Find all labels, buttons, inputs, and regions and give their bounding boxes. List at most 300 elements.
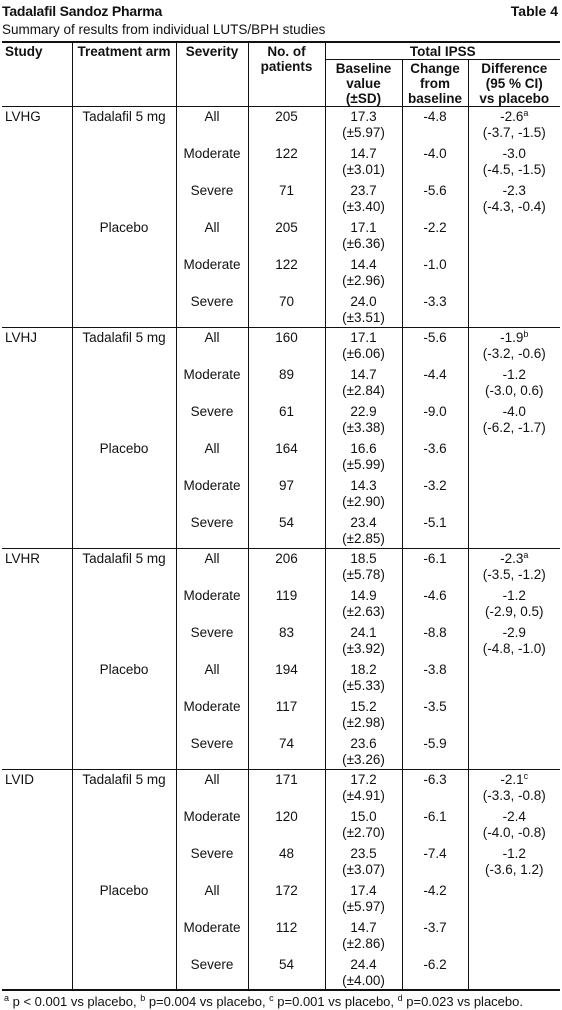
difference-value — [471, 109, 559, 125]
cell-treatment-arm — [72, 292, 176, 328]
cell-difference — [468, 549, 560, 587]
cell-change: -4.6 — [402, 586, 468, 623]
table-row — [2, 918, 560, 955]
table-row — [2, 697, 560, 734]
cell-treatment-arm — [72, 181, 176, 218]
table-row — [2, 402, 560, 439]
document-title: Tadalafil Sandoz Pharma — [2, 3, 163, 19]
col-header-change — [402, 60, 468, 107]
cell-difference — [468, 734, 560, 770]
cell-change: -3.7 — [402, 918, 468, 955]
difference-value — [471, 404, 559, 420]
cell-change: -6.2 — [402, 955, 468, 990]
baseline-value: 23.7 — [350, 183, 377, 198]
table-footnote — [2, 993, 560, 1010]
col-header-treatment-arm: Treatment arm — [72, 42, 176, 107]
baseline-sd: (±5.97) — [342, 125, 385, 140]
cell-change: -5.6 — [402, 181, 468, 218]
footnote-text: p=0.023 vs placebo. — [402, 994, 523, 1009]
cell-treatment-arm: Placebo — [72, 218, 176, 255]
cell-patients: 112 — [248, 918, 325, 955]
cell-treatment-arm: Tadalafil 5 mg — [72, 770, 176, 808]
cell-treatment-arm — [72, 476, 176, 513]
cell-difference — [468, 439, 560, 476]
cell-treatment-arm — [72, 586, 176, 623]
footnote-text: p=0.001 vs placebo, — [273, 994, 398, 1009]
baseline-value: 14.7 — [350, 146, 377, 161]
cell-severity: Moderate — [176, 918, 248, 955]
cell-patients: 97 — [248, 476, 325, 513]
cell-change: -3.6 — [402, 439, 468, 476]
cell-severity: All — [176, 881, 248, 918]
cell-difference — [468, 955, 560, 990]
cell-change: -6.1 — [402, 549, 468, 587]
cell-difference — [468, 107, 560, 145]
cell-study — [2, 513, 72, 549]
baseline-value: 17.2 — [350, 772, 377, 787]
cell-treatment-arm: Placebo — [72, 881, 176, 918]
cell-study — [2, 144, 72, 181]
cell-study: LVHG — [2, 107, 72, 145]
footnote-marker: a — [4, 993, 10, 1003]
cell-difference — [468, 697, 560, 734]
baseline-sd: (±6.06) — [342, 346, 385, 361]
difference-number: -2.3 — [500, 551, 524, 566]
cell-baseline — [325, 107, 402, 145]
cell-difference — [468, 623, 560, 660]
difference-footnote-marker: c — [523, 771, 529, 781]
cell-change: -4.4 — [402, 365, 468, 402]
baseline-sd: (±3.01) — [342, 162, 385, 177]
cell-change: -3.2 — [402, 476, 468, 513]
cell-difference — [468, 918, 560, 955]
difference-number: -1.2 — [502, 588, 526, 603]
cell-severity: Severe — [176, 513, 248, 549]
baseline-value: 17.3 — [350, 109, 377, 124]
baseline-value: 23.4 — [350, 515, 377, 530]
table-row — [2, 107, 560, 145]
col-header-difference-line2: (95 % CI) — [485, 76, 543, 91]
cell-difference — [468, 770, 560, 808]
baseline-sd: (±4.00) — [342, 973, 385, 988]
cell-patients: 70 — [248, 292, 325, 328]
cell-baseline — [325, 292, 402, 328]
cell-study — [2, 881, 72, 918]
baseline-sd: (±2.90) — [342, 494, 385, 509]
baseline-sd: (±2.96) — [342, 273, 385, 288]
cell-baseline — [325, 955, 402, 990]
cell-treatment-arm: Tadalafil 5 mg — [72, 549, 176, 587]
cell-patients: 120 — [248, 807, 325, 844]
cell-difference — [468, 586, 560, 623]
cell-change: -6.3 — [402, 770, 468, 808]
cell-change: -3.5 — [402, 697, 468, 734]
difference-value — [471, 551, 559, 567]
table-number: Table 4 — [510, 3, 558, 19]
cell-patients: 71 — [248, 181, 325, 218]
baseline-sd: (±5.99) — [342, 457, 385, 472]
cell-baseline — [325, 734, 402, 770]
cell-baseline — [325, 844, 402, 881]
title-bar — [2, 3, 560, 21]
cell-study — [2, 734, 72, 770]
cell-treatment-arm — [72, 734, 176, 770]
cell-treatment-arm — [72, 365, 176, 402]
cell-study — [2, 402, 72, 439]
cell-difference — [468, 218, 560, 255]
cell-difference — [468, 365, 560, 402]
cell-treatment-arm: Tadalafil 5 mg — [72, 107, 176, 145]
cell-patients: 171 — [248, 770, 325, 808]
difference-ci: (-4.3, -0.4) — [482, 199, 546, 214]
baseline-value: 14.9 — [350, 588, 377, 603]
cell-difference — [468, 807, 560, 844]
cell-treatment-arm — [72, 623, 176, 660]
baseline-value: 14.7 — [350, 367, 377, 382]
baseline-sd: (±2.85) — [342, 531, 385, 546]
cell-severity: Moderate — [176, 144, 248, 181]
cell-patients: 122 — [248, 255, 325, 292]
difference-value — [471, 367, 559, 383]
difference-number: -2.3 — [502, 183, 526, 198]
baseline-value: 17.4 — [350, 883, 377, 898]
baseline-sd: (±5.33) — [342, 678, 385, 693]
cell-patients: 160 — [248, 328, 325, 366]
table-row — [2, 255, 560, 292]
cell-study: LVHJ — [2, 328, 72, 366]
col-header-change-line2: from — [420, 76, 450, 91]
cell-treatment-arm — [72, 697, 176, 734]
baseline-value: 17.1 — [350, 330, 377, 345]
table-row — [2, 218, 560, 255]
cell-change: -5.9 — [402, 734, 468, 770]
cell-baseline — [325, 549, 402, 587]
col-header-change-line1: Change — [410, 61, 460, 76]
difference-value — [471, 183, 559, 199]
cell-change: -2.2 — [402, 218, 468, 255]
table-row — [2, 844, 560, 881]
cell-severity: All — [176, 770, 248, 808]
cell-difference — [468, 881, 560, 918]
cell-difference — [468, 844, 560, 881]
col-header-total-ipss: Total IPSS — [325, 42, 560, 60]
difference-number: -1.2 — [502, 367, 526, 382]
baseline-sd: (±5.97) — [342, 899, 385, 914]
cell-severity: Moderate — [176, 365, 248, 402]
baseline-value: 23.6 — [350, 736, 377, 751]
difference-value — [471, 330, 559, 346]
cell-study — [2, 218, 72, 255]
cell-patients: 54 — [248, 955, 325, 990]
cell-study: LVHR — [2, 549, 72, 587]
cell-patients: 48 — [248, 844, 325, 881]
baseline-value: 15.2 — [350, 699, 377, 714]
cell-treatment-arm — [72, 513, 176, 549]
baseline-value: 24.1 — [350, 625, 377, 640]
cell-difference — [468, 476, 560, 513]
baseline-value: 16.6 — [350, 441, 377, 456]
col-header-patients-line1: No. of — [267, 44, 306, 59]
table-row — [2, 807, 560, 844]
baseline-sd: (±3.92) — [342, 641, 385, 656]
cell-study — [2, 697, 72, 734]
difference-value — [471, 772, 559, 788]
table-row — [2, 328, 560, 366]
col-header-difference-line3: vs placebo — [479, 91, 550, 106]
cell-patients: 61 — [248, 402, 325, 439]
col-header-difference — [468, 60, 560, 107]
cell-patients: 83 — [248, 623, 325, 660]
cell-treatment-arm — [72, 844, 176, 881]
cell-severity: Severe — [176, 734, 248, 770]
cell-treatment-arm: Placebo — [72, 660, 176, 697]
difference-ci: (-3.7, -1.5) — [482, 125, 546, 140]
baseline-sd: (±2.84) — [342, 383, 385, 398]
table-row — [2, 955, 560, 990]
cell-baseline — [325, 513, 402, 549]
baseline-value: 23.5 — [350, 846, 377, 861]
baseline-value: 15.0 — [350, 809, 377, 824]
footnote-text: p < 0.001 vs placebo, — [9, 994, 141, 1009]
cell-severity: Severe — [176, 955, 248, 990]
cell-baseline — [325, 328, 402, 366]
cell-baseline — [325, 918, 402, 955]
cell-treatment-arm — [72, 807, 176, 844]
col-header-difference-line1: Difference — [481, 61, 548, 76]
table-row — [2, 734, 560, 770]
cell-study — [2, 365, 72, 402]
difference-number: -2.9 — [502, 625, 526, 640]
baseline-value: 14.7 — [350, 920, 377, 935]
baseline-value: 22.9 — [350, 404, 377, 419]
cell-patients: 205 — [248, 107, 325, 145]
difference-ci: (-6.2, -1.7) — [482, 420, 546, 435]
cell-severity: All — [176, 439, 248, 476]
cell-treatment-arm — [72, 955, 176, 990]
cell-baseline — [325, 807, 402, 844]
cell-treatment-arm — [72, 144, 176, 181]
baseline-sd: (±3.38) — [342, 420, 385, 435]
cell-treatment-arm: Tadalafil 5 mg — [72, 328, 176, 366]
cell-severity: All — [176, 107, 248, 145]
col-header-severity: Severity — [176, 42, 248, 107]
difference-number: -2.1 — [500, 772, 524, 787]
cell-study — [2, 918, 72, 955]
table-row — [2, 181, 560, 218]
col-header-patients — [248, 42, 325, 107]
baseline-value: 14.3 — [350, 478, 377, 493]
cell-treatment-arm — [72, 255, 176, 292]
difference-ci: (-2.9, 0.5) — [484, 604, 544, 619]
difference-value — [471, 809, 559, 825]
cell-baseline — [325, 255, 402, 292]
cell-baseline — [325, 218, 402, 255]
cell-baseline — [325, 439, 402, 476]
col-header-baseline-line1: Baseline — [335, 61, 392, 76]
cell-patients: 54 — [248, 513, 325, 549]
cell-change: -4.0 — [402, 144, 468, 181]
cell-baseline — [325, 586, 402, 623]
difference-ci: (-4.5, -1.5) — [482, 162, 546, 177]
cell-change: -5.1 — [402, 513, 468, 549]
col-header-study: Study — [2, 42, 72, 107]
difference-number: -4.0 — [502, 404, 526, 419]
cell-baseline — [325, 881, 402, 918]
cell-patients: 122 — [248, 144, 325, 181]
results-table — [2, 41, 560, 991]
baseline-value: 14.4 — [350, 257, 377, 272]
cell-change: -3.3 — [402, 292, 468, 328]
baseline-value: 18.2 — [350, 662, 377, 677]
table-row — [2, 770, 560, 808]
cell-baseline — [325, 181, 402, 218]
baseline-sd: (±5.78) — [342, 567, 385, 582]
cell-severity: Moderate — [176, 697, 248, 734]
col-header-baseline-line3: (±SD) — [345, 91, 382, 106]
difference-ci: (-4.8, -1.0) — [482, 641, 546, 656]
table-row — [2, 365, 560, 402]
cell-baseline — [325, 144, 402, 181]
difference-value — [471, 146, 559, 162]
baseline-value: 24.0 — [350, 294, 377, 309]
col-header-baseline-line2: value — [346, 76, 381, 91]
table-row — [2, 144, 560, 181]
cell-study — [2, 255, 72, 292]
cell-difference — [468, 328, 560, 366]
col-header-baseline — [325, 60, 402, 107]
difference-ci: (-3.3, -0.8) — [482, 788, 546, 803]
cell-patients: 205 — [248, 218, 325, 255]
cell-severity: All — [176, 328, 248, 366]
footnote-marker: c — [269, 993, 274, 1003]
cell-difference — [468, 292, 560, 328]
cell-study — [2, 844, 72, 881]
cell-study: LVID — [2, 770, 72, 808]
cell-difference — [468, 660, 560, 697]
difference-number: -1.9 — [500, 330, 524, 345]
difference-number: -2.4 — [502, 809, 526, 824]
cell-study — [2, 476, 72, 513]
baseline-value: 24.4 — [350, 957, 377, 972]
cell-study — [2, 439, 72, 476]
table-row — [2, 439, 560, 476]
cell-difference — [468, 144, 560, 181]
cell-change: -6.1 — [402, 807, 468, 844]
cell-patients: 194 — [248, 660, 325, 697]
cell-patients: 206 — [248, 549, 325, 587]
cell-study — [2, 181, 72, 218]
table-row — [2, 513, 560, 549]
cell-change: -4.2 — [402, 881, 468, 918]
cell-baseline — [325, 402, 402, 439]
cell-severity: All — [176, 549, 248, 587]
table-body — [2, 107, 560, 991]
cell-patients: 74 — [248, 734, 325, 770]
difference-ci: (-3.0, 0.6) — [484, 383, 544, 398]
cell-severity: Moderate — [176, 586, 248, 623]
cell-study — [2, 623, 72, 660]
baseline-sd: (±4.91) — [342, 788, 385, 803]
cell-patients: 119 — [248, 586, 325, 623]
difference-number: -3.0 — [502, 146, 526, 161]
baseline-sd: (±3.40) — [342, 199, 385, 214]
table-row — [2, 292, 560, 328]
cell-baseline — [325, 365, 402, 402]
difference-ci: (-4.0, -0.8) — [482, 825, 546, 840]
cell-patients: 164 — [248, 439, 325, 476]
cell-baseline — [325, 770, 402, 808]
cell-patients: 117 — [248, 697, 325, 734]
difference-value — [471, 846, 559, 862]
baseline-sd: (±6.36) — [342, 236, 385, 251]
cell-difference — [468, 513, 560, 549]
cell-difference — [468, 402, 560, 439]
difference-number: -1.2 — [502, 846, 526, 861]
baseline-sd: (±2.98) — [342, 715, 385, 730]
difference-value — [471, 588, 559, 604]
cell-severity: Severe — [176, 181, 248, 218]
difference-footnote-marker: a — [523, 550, 529, 560]
cell-severity: Moderate — [176, 807, 248, 844]
difference-ci: (-3.6, 1.2) — [484, 862, 544, 877]
cell-baseline — [325, 623, 402, 660]
cell-study — [2, 292, 72, 328]
baseline-sd: (±2.86) — [342, 936, 385, 951]
cell-study — [2, 807, 72, 844]
cell-treatment-arm: Placebo — [72, 439, 176, 476]
cell-study — [2, 586, 72, 623]
difference-number: -2.6 — [500, 109, 524, 124]
table-row — [2, 660, 560, 697]
cell-severity: Severe — [176, 402, 248, 439]
cell-baseline — [325, 660, 402, 697]
cell-severity: Severe — [176, 844, 248, 881]
cell-study — [2, 955, 72, 990]
difference-footnote-marker: b — [523, 329, 529, 339]
cell-severity: Severe — [176, 623, 248, 660]
cell-severity: All — [176, 218, 248, 255]
col-header-change-line3: baseline — [407, 91, 463, 106]
table-row — [2, 623, 560, 660]
cell-patients: 89 — [248, 365, 325, 402]
table-row — [2, 549, 560, 587]
cell-baseline — [325, 476, 402, 513]
footnote-marker: d — [397, 993, 403, 1003]
baseline-sd: (±3.07) — [342, 862, 385, 877]
cell-change: -9.0 — [402, 402, 468, 439]
difference-value — [471, 625, 559, 641]
cell-severity: Moderate — [176, 255, 248, 292]
table-caption: Summary of results from individual LUTS/BPH studies — [2, 22, 326, 37]
table-row — [2, 586, 560, 623]
cell-study — [2, 660, 72, 697]
baseline-sd: (±3.51) — [342, 310, 385, 325]
cell-change: -7.4 — [402, 844, 468, 881]
cell-change: -4.8 — [402, 107, 468, 145]
footnote-marker: b — [140, 993, 146, 1003]
difference-ci: (-3.5, -1.2) — [482, 567, 546, 582]
cell-change: -8.8 — [402, 623, 468, 660]
cell-severity: All — [176, 660, 248, 697]
baseline-value: 17.1 — [350, 220, 377, 235]
table-row — [2, 881, 560, 918]
baseline-sd: (±2.63) — [342, 604, 385, 619]
cell-difference — [468, 181, 560, 218]
cell-difference — [468, 255, 560, 292]
difference-footnote-marker: a — [523, 108, 529, 118]
difference-ci: (-3.2, -0.6) — [482, 346, 546, 361]
cell-change: -3.8 — [402, 660, 468, 697]
